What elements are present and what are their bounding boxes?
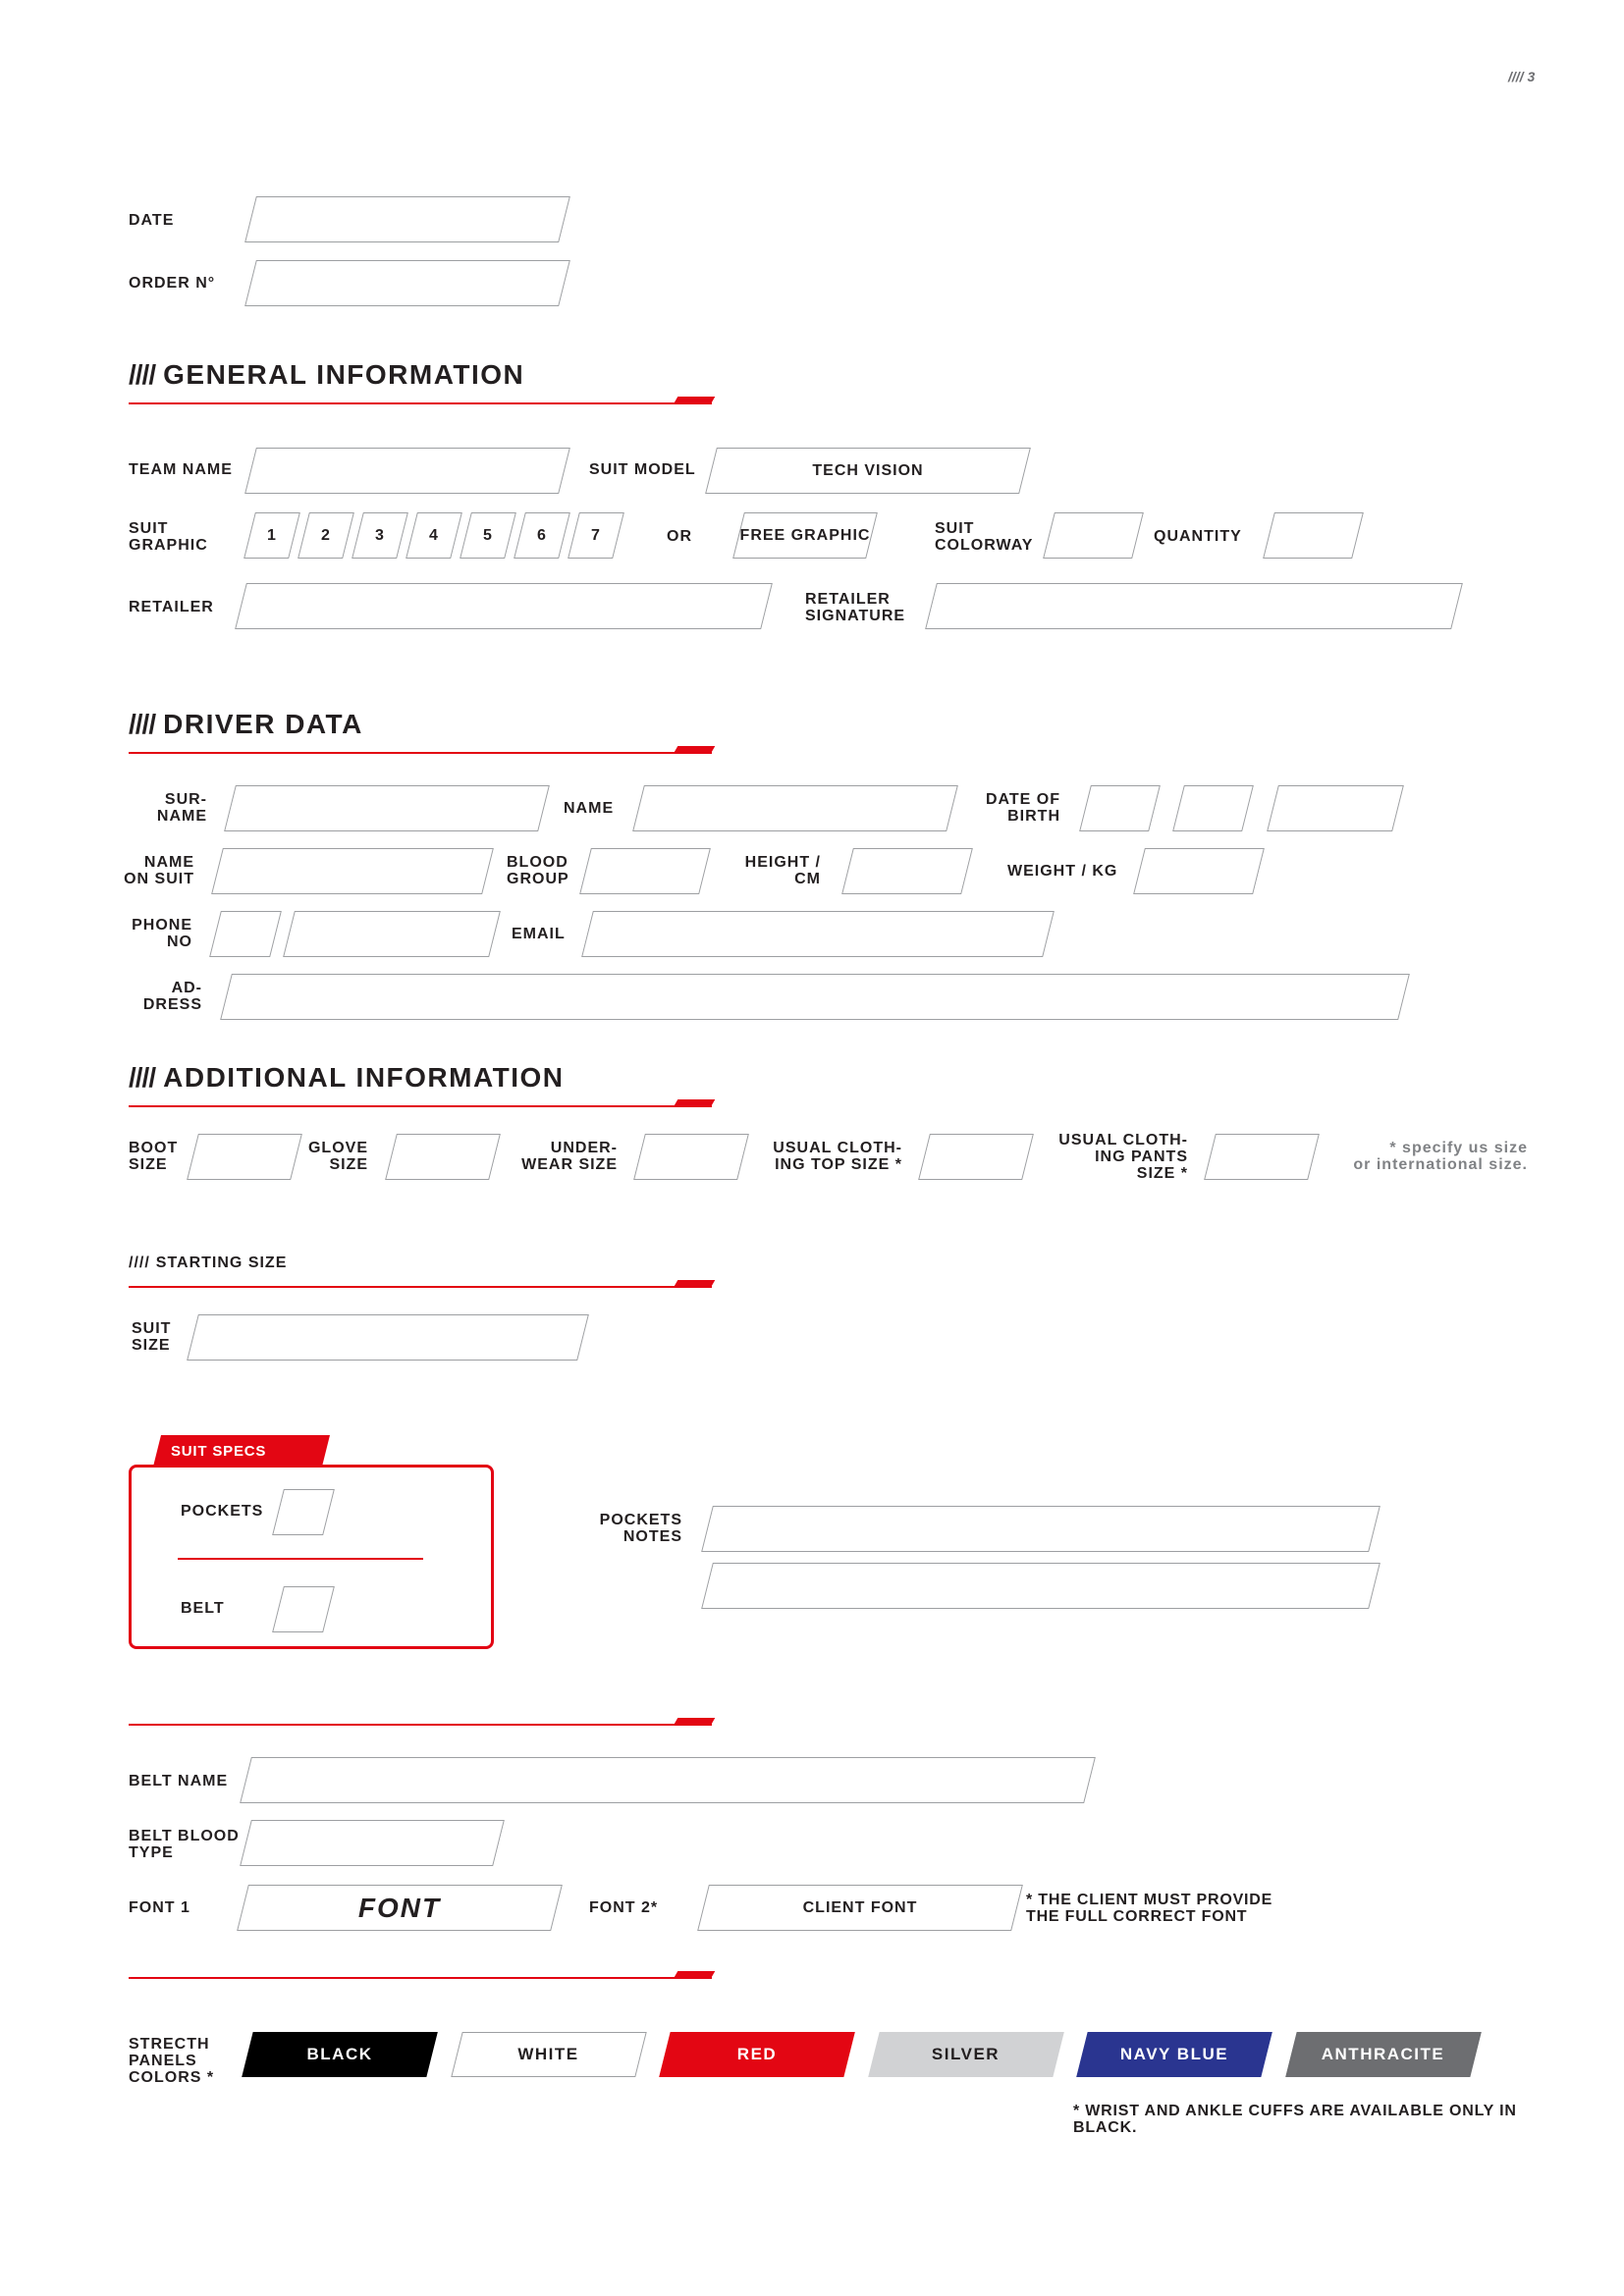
order-number-label: ORDER N° bbox=[129, 275, 216, 292]
glove-size-label: GLOVE SIZE bbox=[307, 1140, 368, 1173]
surname-field[interactable] bbox=[224, 785, 550, 831]
stretch-panels-colors-label: STRECTH PANELS COLORS * bbox=[129, 2036, 215, 2086]
suit-graphic-option-label: 5 bbox=[483, 526, 493, 544]
suit-model-value: TECH VISION bbox=[812, 461, 924, 479]
starting-rule bbox=[129, 1286, 712, 1288]
email-label: EMAIL bbox=[512, 926, 566, 942]
heading-text: ADDITIONAL INFORMATION bbox=[163, 1062, 565, 1093]
suit-colorway-label: SUIT COLORWAY bbox=[935, 520, 1034, 554]
belt-rule bbox=[129, 1724, 712, 1726]
swatch-label: NAVY BLUE bbox=[1119, 2045, 1229, 2063]
suit-graphic-label: SUIT GRAPHIC bbox=[129, 520, 208, 554]
weight-label: WEIGHT / KG bbox=[1007, 863, 1118, 880]
page-number: //// 3 bbox=[1508, 69, 1536, 84]
additional-rule-tab bbox=[674, 1099, 716, 1107]
swatch-label: SILVER bbox=[931, 2045, 1001, 2063]
suit-model-label: SUIT MODEL bbox=[589, 461, 696, 478]
font-1-label: FONT 1 bbox=[129, 1899, 190, 1916]
pants-size-field[interactable] bbox=[1204, 1134, 1320, 1180]
suit-graphic-option-label: 7 bbox=[591, 526, 601, 544]
suit-specs-tab-label: SUIT SPECS bbox=[171, 1443, 267, 1460]
suit-size-field[interactable] bbox=[187, 1314, 589, 1361]
starting-rule-tab bbox=[674, 1280, 716, 1288]
driver-rule bbox=[129, 752, 712, 754]
font-note: * THE CLIENT MUST PROVIDE THE FULL CORRECT FONT bbox=[1026, 1892, 1273, 1925]
suit-graphic-option-label: 2 bbox=[321, 526, 331, 544]
pockets-notes-field-2[interactable] bbox=[701, 1563, 1380, 1609]
swatch-label: RED bbox=[736, 2045, 778, 2063]
size-note: * specify us size or international size. bbox=[1353, 1140, 1528, 1173]
glove-size-field[interactable] bbox=[385, 1134, 501, 1180]
top-size-field[interactable] bbox=[918, 1134, 1034, 1180]
address-field[interactable] bbox=[220, 974, 1410, 1020]
underwear-size-field[interactable] bbox=[633, 1134, 749, 1180]
height-field[interactable] bbox=[841, 848, 973, 894]
boot-size-label: BOOT SIZE bbox=[129, 1140, 179, 1173]
phone-label: PHONE NO bbox=[132, 917, 192, 950]
belt-blood-type-label: BELT BLOOD TYPE bbox=[129, 1828, 240, 1861]
belt-label: BELT bbox=[181, 1600, 225, 1617]
heading-text: DRIVER DATA bbox=[163, 709, 363, 739]
order-number-field[interactable] bbox=[244, 260, 570, 306]
colors-rule-tab bbox=[674, 1971, 716, 1979]
heading-slashes: //// bbox=[129, 709, 156, 739]
retailer-signature-label: RETAILER SIGNATURE bbox=[805, 591, 906, 624]
suit-graphic-option-label: 1 bbox=[267, 526, 277, 544]
colors-rule bbox=[129, 1977, 712, 1979]
address-label: AD- DRESS bbox=[142, 980, 202, 1013]
font-2-label: FONT 2* bbox=[589, 1899, 659, 1916]
heading-slashes: //// bbox=[129, 359, 156, 390]
belt-rule-tab bbox=[674, 1718, 716, 1726]
retailer-signature-field[interactable] bbox=[925, 583, 1463, 629]
belt-name-label: BELT NAME bbox=[129, 1773, 229, 1789]
name-on-suit-label: NAME ON SUIT bbox=[124, 854, 194, 887]
dob-month-field[interactable] bbox=[1172, 785, 1254, 831]
font-2-value: CLIENT FONT bbox=[802, 1898, 918, 1916]
pockets-notes-field-1[interactable] bbox=[701, 1506, 1380, 1552]
general-rule bbox=[129, 402, 712, 404]
suit-graphic-option-label: 6 bbox=[537, 526, 547, 544]
name-field[interactable] bbox=[632, 785, 958, 831]
phone-number-field[interactable] bbox=[283, 911, 501, 957]
heading-slashes: //// bbox=[129, 1062, 156, 1093]
pockets-label: POCKETS bbox=[181, 1503, 264, 1520]
belt-blood-type-field[interactable] bbox=[240, 1820, 505, 1866]
additional-information-heading bbox=[129, 1062, 565, 1094]
general-rule-tab bbox=[674, 397, 716, 404]
surname-label: SUR- NAME bbox=[156, 791, 207, 825]
dob-day-field[interactable] bbox=[1079, 785, 1161, 831]
or-label: OR bbox=[667, 528, 692, 545]
swatch-label: WHITE bbox=[517, 2045, 579, 2063]
dob-year-field[interactable] bbox=[1267, 785, 1404, 831]
driver-data-heading bbox=[129, 709, 363, 740]
suit-specs-divider bbox=[178, 1558, 423, 1560]
additional-rule bbox=[129, 1105, 712, 1107]
swatch-label: ANTHRACITE bbox=[1321, 2045, 1445, 2063]
retailer-field[interactable] bbox=[235, 583, 773, 629]
heading-slashes: //// bbox=[129, 1255, 150, 1271]
starting-size-heading bbox=[129, 1255, 287, 1272]
top-size-label: USUAL CLOTH- ING TOP SIZE * bbox=[773, 1140, 902, 1173]
name-label: NAME bbox=[564, 800, 615, 817]
date-field[interactable] bbox=[244, 196, 570, 242]
blood-group-label: BLOOD GROUP bbox=[507, 854, 569, 887]
retailer-label: RETAILER bbox=[129, 599, 214, 615]
date-label: DATE bbox=[129, 212, 175, 229]
heading-text: GENERAL INFORMATION bbox=[163, 359, 525, 390]
name-on-suit-field[interactable] bbox=[211, 848, 494, 894]
swatch-label: BLACK bbox=[306, 2045, 373, 2063]
suit-colorway-field[interactable] bbox=[1043, 512, 1144, 559]
email-field[interactable] bbox=[581, 911, 1055, 957]
underwear-size-label: UNDER- WEAR SIZE bbox=[521, 1140, 618, 1173]
phone-prefix-field[interactable] bbox=[209, 911, 282, 957]
suit-graphic-option-label: 3 bbox=[375, 526, 385, 544]
height-label: HEIGHT / CM bbox=[744, 854, 821, 887]
suit-size-label: SUIT SIZE bbox=[132, 1320, 172, 1354]
blood-group-field[interactable] bbox=[579, 848, 711, 894]
quantity-field[interactable] bbox=[1263, 512, 1364, 559]
suit-graphic-option-label: 4 bbox=[429, 526, 439, 544]
driver-rule-tab bbox=[674, 746, 716, 754]
general-information-heading bbox=[129, 359, 524, 391]
font-1-value: FONT bbox=[357, 1892, 442, 1923]
quantity-label: QUANTITY bbox=[1154, 528, 1242, 545]
cuffs-note: * WRIST AND ANKLE CUFFS ARE AVAILABLE ONLY IN BLACK. bbox=[1073, 2103, 1517, 2136]
team-name-field[interactable] bbox=[244, 448, 570, 494]
belt-name-field[interactable] bbox=[240, 1757, 1096, 1803]
free-graphic-value: FREE GRAPHIC bbox=[739, 526, 871, 544]
date-of-birth-label: DATE OF BIRTH bbox=[985, 791, 1060, 825]
team-name-label: TEAM NAME bbox=[129, 461, 233, 478]
pockets-notes-label: POCKETS NOTES bbox=[599, 1512, 682, 1545]
pants-size-label: USUAL CLOTH- ING PANTS SIZE * bbox=[1058, 1132, 1188, 1182]
heading-text: STARTING SIZE bbox=[155, 1255, 288, 1271]
weight-field[interactable] bbox=[1133, 848, 1265, 894]
boot-size-field[interactable] bbox=[187, 1134, 302, 1180]
